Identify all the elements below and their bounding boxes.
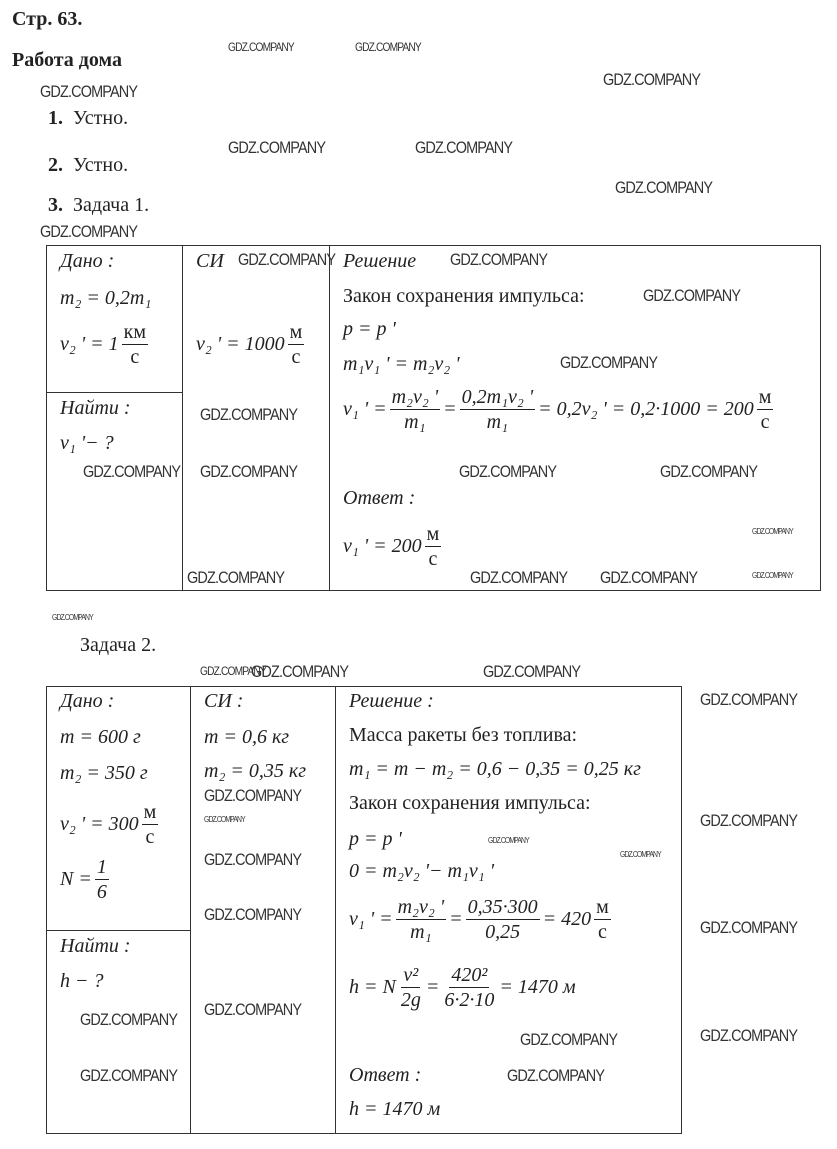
numerator: 0,2m₁v₂ ' [461,386,534,408]
find-label: Найти : [60,397,131,419]
unit-fraction [425,522,442,571]
divider [46,930,190,931]
find-value: h − ? [60,970,104,992]
watermark: GDZ.COMPANY [700,690,798,709]
item-number: 3. [48,194,63,216]
watermark: GDZ.COMPANY [643,286,741,305]
list-item [48,154,128,177]
unit-fraction [594,895,611,944]
item-number: 1. [48,107,63,129]
given-value: m₂ = 0,2m₁ [60,287,152,309]
item-text: Устно. [73,154,129,176]
unit-fraction [288,320,305,369]
equation: p = p ' [343,318,396,340]
denominator: с [428,548,438,570]
unit-fraction [142,800,159,849]
answer-text: v₁ ' = 200 [343,535,422,557]
equation: p = p ' [349,828,402,850]
numerator: м [143,801,157,823]
watermark: GDZ.COMPANY [700,1026,798,1045]
equation: m₁v₁ ' = m₂v₂ ' [343,353,460,375]
item-text: Устно. [73,107,129,129]
watermark: GDZ.COMPANY [204,905,302,924]
equation [343,385,776,434]
solution-label: Решение [343,250,417,272]
equation: m₁ = m − m₂ = 0,6 − 0,35 = 0,25 кг [349,758,641,780]
eq-part: = [425,976,440,998]
watermark: GDZ.COMPANY [752,571,793,580]
si-label: СИ [196,250,224,272]
watermark: GDZ.COMPANY [752,527,793,536]
eq-part: = [443,398,457,420]
eq-part: = 0,2v₂ ' = 0,2·1000 = 200 [538,398,754,420]
equation [349,963,576,1012]
numerator: км [123,321,146,343]
watermark: GDZ.COMPANY [80,1010,178,1029]
given-label: Дано : [60,250,115,272]
mass-text: Масса ракеты без топлива: [349,724,578,746]
fraction [466,895,540,944]
numerator: м [596,896,609,918]
watermark: GDZ.COMPANY [187,568,285,587]
numerator: 420² [451,964,488,986]
watermark: GDZ.COMPANY [560,353,658,372]
watermark: GDZ.COMPANY [200,405,298,424]
watermark: GDZ.COMPANY [620,850,661,859]
watermark: GDZ.COMPANY [204,815,245,824]
denominator: с [291,346,301,368]
answer-value: h = 1470 м [349,1098,441,1120]
watermark: GDZ.COMPANY [483,662,581,681]
eq-part: = [449,908,463,930]
watermark: GDZ.COMPANY [251,662,349,681]
denominator: 0,25 [485,921,521,943]
denominator: m₁ [410,921,432,943]
numerator: 1 [96,856,107,878]
denominator: 6·2·10 [444,989,495,1011]
given-text: v₂ ' = 300 [60,813,139,835]
watermark: GDZ.COMPANY [40,222,138,241]
denominator: с [130,346,140,368]
unit-fraction [757,385,774,434]
watermark: GDZ.COMPANY [450,250,548,269]
denominator: с [145,826,155,848]
watermark: GDZ.COMPANY [615,178,713,197]
fraction [390,385,441,434]
given-value: m = 600 г [60,726,141,748]
given-value [60,855,112,904]
divider [329,245,330,591]
numerator: м [289,321,303,343]
list-item [48,107,128,130]
watermark: GDZ.COMPANY [488,836,529,845]
watermark: GDZ.COMPANY [228,40,294,54]
si-text: v₂ ' = 1000 [196,333,285,355]
watermark: GDZ.COMPANY [415,138,513,157]
given-text: N = [60,868,92,890]
item-text: Задача 1. [73,194,150,216]
task2-title: Задача 2. [80,634,157,656]
watermark: GDZ.COMPANY [700,918,798,937]
watermark: GDZ.COMPANY [204,1000,302,1019]
equation: 0 = m₂v₂ '− m₁v₁ ' [349,860,494,882]
given-text: v₂ ' = 1 [60,333,119,355]
numerator: m₂v₂ ' [397,896,445,918]
denominator: 6 [96,881,107,903]
watermark: GDZ.COMPANY [470,568,568,587]
denominator: с [598,921,607,943]
numerator: 0,35·300 [467,896,538,918]
watermark: GDZ.COMPANY [200,664,266,678]
solution-label: Решение : [349,690,434,712]
list-item [48,194,149,217]
watermark: GDZ.COMPANY [459,462,557,481]
fraction [442,963,496,1012]
watermark: GDZ.COMPANY [204,850,302,869]
denominator: m₁ [404,411,426,433]
eq-part: = 1470 м [499,976,576,998]
watermark: GDZ.COMPANY [700,811,798,830]
watermark: GDZ.COMPANY [228,138,326,157]
equation [349,895,614,944]
eq-part: h = N [349,976,396,998]
watermark: GDZ.COMPANY [52,613,93,622]
find-value: v₁ '− ? [60,432,114,454]
law-text: Закон сохранения импульса: [349,792,591,814]
divider [335,686,336,1134]
si-value [196,320,307,369]
watermark: GDZ.COMPANY [80,1066,178,1085]
numerator: m₂v₂ ' [391,386,439,408]
watermark: GDZ.COMPANY [507,1066,605,1085]
denominator: 2g [400,989,421,1011]
divider [190,686,191,1134]
watermark: GDZ.COMPANY [200,462,298,481]
denominator: m₁ [486,411,509,433]
watermark: GDZ.COMPANY [600,568,698,587]
given-label: Дано : [60,690,115,712]
divider [182,245,183,591]
watermark: GDZ.COMPANY [355,40,421,54]
eq-part: v₁ ' = [343,398,387,420]
numerator: м [758,386,772,408]
si-label: СИ : [204,690,244,712]
answer-value [343,522,444,571]
given-value [60,800,161,849]
divider [46,392,182,393]
page-number: Стр. 63. [12,8,83,30]
unit-fraction [122,320,148,369]
si-value: m₂ = 0,35 кг [204,760,307,782]
given-value [60,320,151,369]
fraction [396,895,447,944]
watermark: GDZ.COMPANY [83,462,181,481]
numerator: м [426,523,440,545]
watermark: GDZ.COMPANY [238,250,336,269]
watermark: GDZ.COMPANY [520,1030,618,1049]
eq-part: v₁ ' = [349,908,393,930]
eq-part: = 420 [542,908,592,930]
watermark: GDZ.COMPANY [204,786,302,805]
item-number: 2. [48,154,63,176]
fraction [95,855,109,904]
given-value: m₂ = 350 г [60,762,148,784]
section-title: Работа дома [12,49,122,71]
denominator: с [760,411,770,433]
watermark: GDZ.COMPANY [660,462,758,481]
watermark: GDZ.COMPANY [40,82,138,101]
answer-label: Ответ : [349,1064,422,1086]
numerator: v² [403,964,419,986]
law-text: Закон сохранения импульса: [343,285,585,307]
watermark: GDZ.COMPANY [603,70,701,89]
fraction [399,963,423,1012]
fraction [460,385,536,434]
find-label: Найти : [60,935,131,957]
si-value: m = 0,6 кг [204,726,290,748]
answer-label: Ответ : [343,487,416,509]
